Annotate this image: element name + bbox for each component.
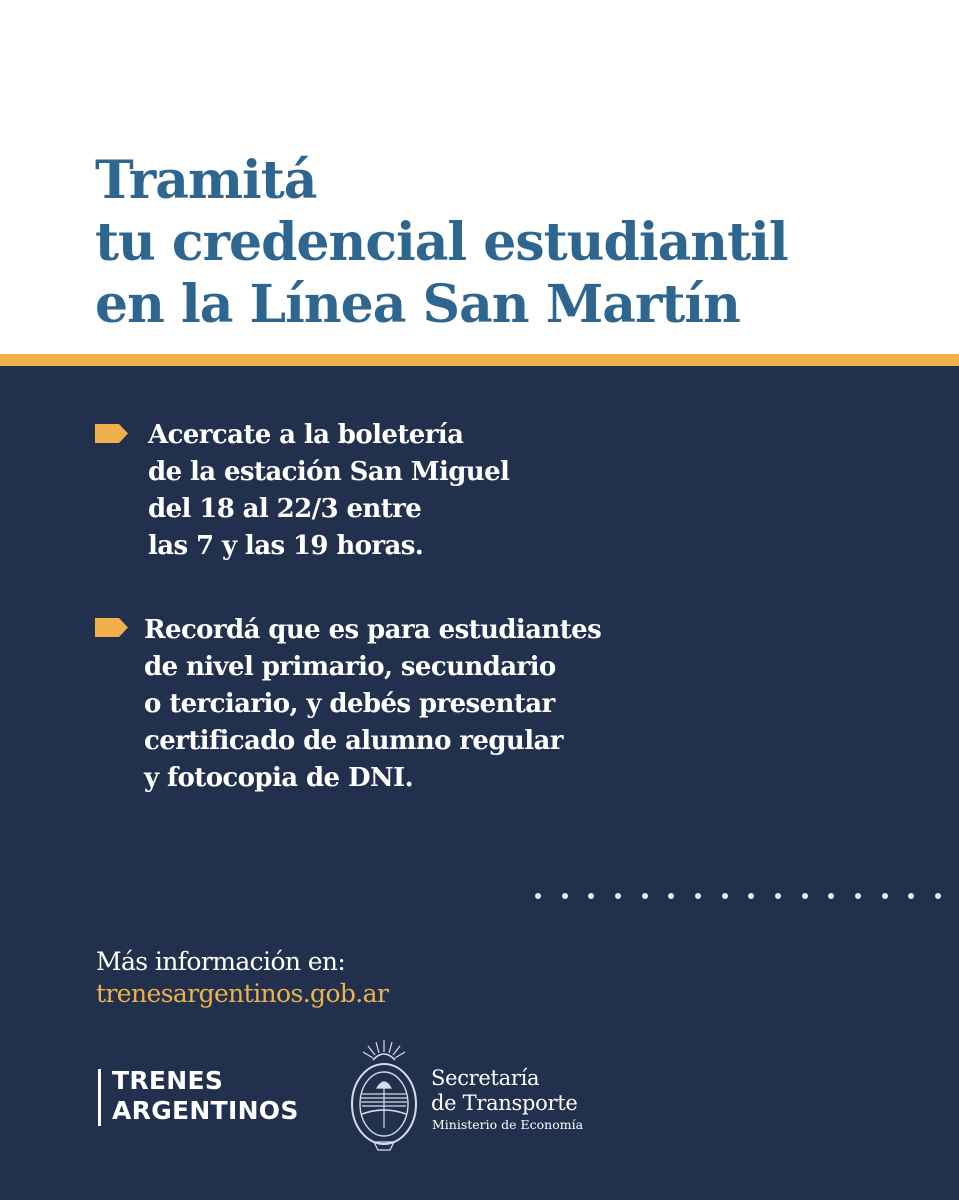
brand-divider-bar (98, 1069, 101, 1126)
dot (882, 893, 888, 899)
dot (695, 893, 701, 899)
dot (855, 893, 861, 899)
item-line: de la estación San Miguel (148, 457, 510, 487)
dot (828, 893, 834, 899)
dot (588, 893, 594, 899)
info-item-requirements (144, 612, 601, 797)
item-line: o terciario, y debés presentar (144, 689, 555, 719)
title-line: Tramitá (95, 150, 317, 211)
info-item-location (148, 417, 509, 565)
argentina-coat-of-arms-icon (346, 1038, 422, 1156)
website-link[interactable]: trenesargentinos.gob.ar (96, 979, 389, 1008)
secretaria-transporte-logo (431, 1066, 578, 1116)
secretaria-line: de Transporte (431, 1091, 578, 1115)
brand-line: ARGENTINOS (112, 1096, 299, 1125)
dot (748, 893, 754, 899)
ministry-label: Ministerio de Economía (432, 1117, 584, 1132)
title-line: tu credencial estudiantil (95, 212, 788, 273)
more-info-label: Más información en: (96, 947, 346, 976)
page-title (95, 150, 788, 336)
item-line: Recordá que es para estudiantes (144, 615, 602, 645)
dot (642, 893, 648, 899)
title-line: en la Línea San Martín (95, 274, 740, 335)
dot (935, 893, 941, 899)
trenes-argentinos-logo (112, 1066, 299, 1126)
item-line: certificado de alumno regular (144, 726, 563, 756)
item-line: Acercate a la boletería (148, 420, 464, 450)
arrow-bullet-icon (95, 424, 128, 443)
item-line: de nivel primario, secundario (144, 652, 556, 682)
item-line: las 7 y las 19 horas. (148, 531, 424, 561)
dot (535, 893, 541, 899)
dot (802, 893, 808, 899)
dot (668, 893, 674, 899)
item-line: del 18 al 22/3 entre (148, 494, 422, 524)
dot (775, 893, 781, 899)
dotted-divider (535, 893, 945, 901)
gold-divider (0, 354, 959, 366)
secretaria-line: Secretaría (431, 1066, 540, 1090)
item-line: y fotocopia de DNI. (144, 763, 414, 793)
dot (722, 893, 728, 899)
header-section (0, 0, 959, 354)
brand-line: TRENES (112, 1066, 224, 1095)
dot (615, 893, 621, 899)
dot (908, 893, 914, 899)
dot (562, 893, 568, 899)
arrow-bullet-icon (95, 618, 128, 637)
